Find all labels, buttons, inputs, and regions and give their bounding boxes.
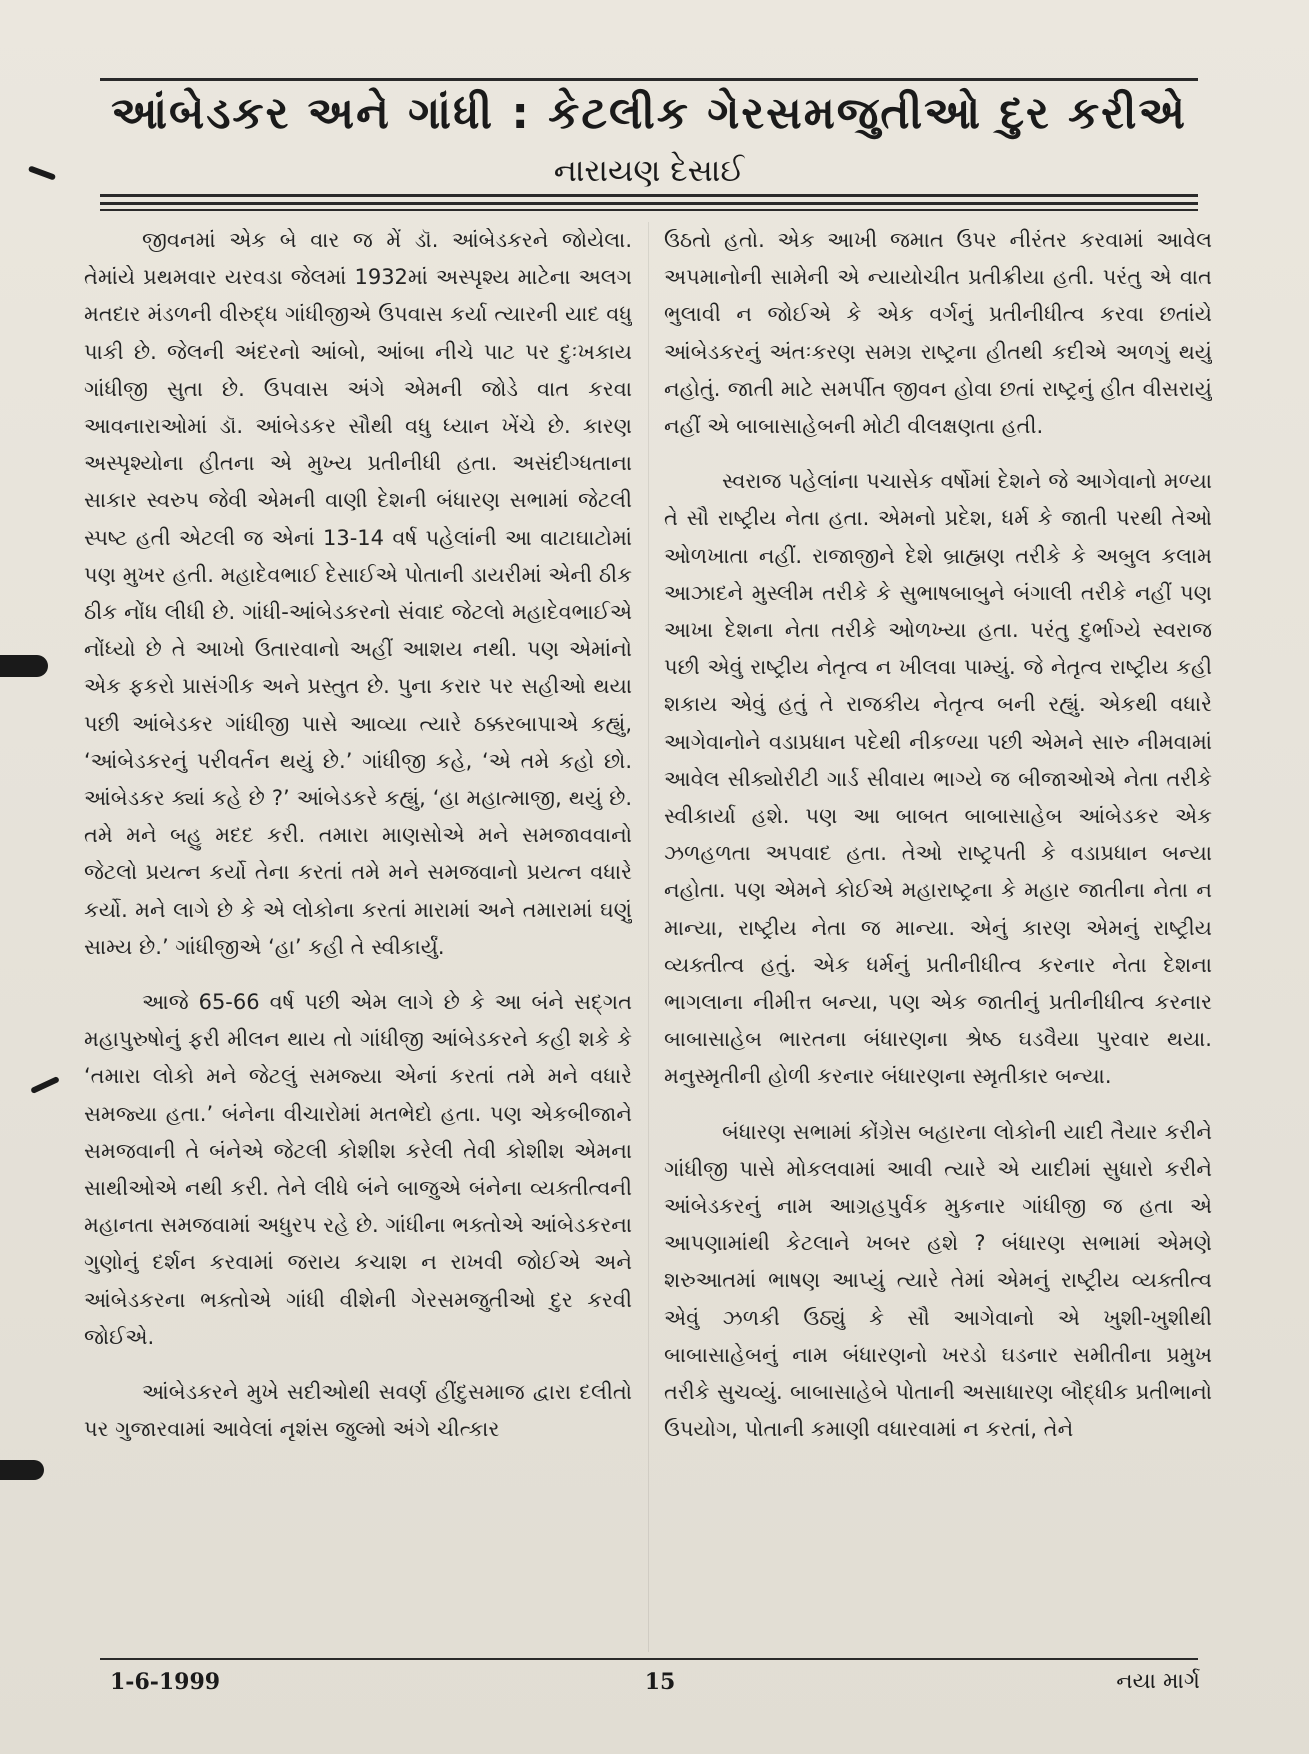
article-author: નારાયણ દેસાઈ bbox=[553, 153, 745, 189]
magazine-name: નયા માર્ગ bbox=[1116, 1669, 1200, 1694]
punch-mark bbox=[0, 655, 48, 677]
left-column bbox=[84, 222, 632, 1652]
paragraph: ઉઠતો હતો. એક આખી જમાત ઉપર નીરંતર કરવામાં આવેલ અપમાનોની સામેની એ ન્યાયોચીત પ્રતીક્રીયા હતી. પરંતુ એ વાત ભુલાવી ન જોઈએ કે એક વર્ગનું પ્રતીનીધીત્વ કરવા છતાંયે આંબેડકરનું અંતઃકરણ સમગ્ર રાષ્ટ્રના હીતથી કદીએ અળગું થયું નહોતું. જાતી માટે સમર્પીત જીવન હોવા છતાં રાષ્ટ્રનું હીત વીસરાયું નહીં એ બાબાસાહેબની મોટી વીલક્ષણતા હતી. bbox=[664, 228, 1212, 439]
paragraph: જીવનમાં એક બે વાર જ મેં ડૉ. આંબેડકરને જોયેલા. તેમાંયે પ્રથમવાર યરવડા જેલમાં 1932માં અસ્પૃશ્ય માટેના અલગ મતદાર મંડળની વીરુદ્ધ ગાંધીજીએ ઉપવાસ કર્યા ત્યારની યાદ વધુ પાકી છે. જેલની અંદરનો આંબો, આંબા નીચે પાટ પર દુઃખકાય ગાંધીજી સુતા છે. ઉપવાસ અંગે એમની જોડે વાત કરવા આવનારાઓમાં ડૉ. આંબેડકર સૌથી વધુ ધ્યાન ખેંચે છે. કારણ અસ્પૃશ્યોના હીતના એ મુખ્ય પ્રતીનીધી હતા. અસંદીગ્ધતાના સાકાર સ્વરુપ જેવી એમની વાણી દેશની બંધારણ સભામાં જેટલી સ્પષ્ટ હતી એટલી જ એનાં 13-14 વર્ષ પહેલાંની આ વાટાઘાટોમાં પણ મુખર હતી. મહાદેવભાઈ દેસાઈએ પોતાની ડાયરીમાં એની ઠીક ઠીક નોંધ લીધી છે. ગાંધી-આંબેડકરનો સંવાદ જેટલો મહાદેવભાઈએ નોંધ્યો છે તે આખો ઉતારવાનો અહીં આશય નથી. પણ એમાંનો એક ફકરો પ્રાસંગીક અને પ્રસ્તુત છે. પુના કરાર પર સહીઓ થયા પછી આંબેડકર ગાંધીજી પાસે આવ્યા ત્યારે ઠક્કરબાપાએ કહ્યું, ‘આંબેડકરનું પરીવર્તન થયું છે.’ ગાંધીજી કહે, ‘એ તમે કહો છો. આંબેડકર ક્યાં કહે છે ?’ આંબેડકરે કહ્યું, ‘હા મહાત્માજી, થયું છે. તમે મને બહુ મદદ કરી. તમારા માણસોએ મને સમજાવવાનો જેટલો પ્રયત્ન કર્યો તેના કરતાં તમે મને સમજવાનો પ્રયત્ન વધારે કર્યો. મને લાગે છે કે એ લોકોના કરતાં મારામાં અને તમારામાં ઘણું સામ્ય છે.’ ગાંધીજીએ ‘હા’ કહી તે સ્વીકાર્યું. bbox=[84, 228, 632, 959]
header-rule-3 bbox=[100, 209, 1198, 211]
column-divider bbox=[648, 222, 649, 1652]
article-title: આંબેડકર અને ગાંધી : કેટલીક ગેરસમજુતીઓ દુર કરીએ bbox=[111, 88, 1187, 139]
punch-mark bbox=[30, 1076, 60, 1094]
punch-mark bbox=[28, 165, 56, 180]
header-rule-1 bbox=[100, 194, 1198, 197]
page-number: 15 bbox=[644, 1669, 676, 1695]
paragraph: આજે 65-66 વર્ષ પછી એમ લાગે છે કે આ બંને સદ્ગત મહાપુરુષોનું ફરી મીલન થાય તો ગાંધીજી આંબેડકરને કહી શકે કે ‘તમારા લોકો મને જેટલું સમજ્યા એનાં કરતાં તમે મને વધારે સમજ્યા હતા.’ બંનેના વીચારોમાં મતભેદો હતા. પણ એકબીજાને સમજવાની તે બંનેએ જેટલી કોશીશ કરેલી તેવી કોશીશ એમના સાથીઓએ નથી કરી. તેને લીધે બંને બાજુએ બંનેના વ્યક્તીત્વની મહાનતા સમજવામાં અધુરપ રહે છે. ગાંધીના ભક્તોએ આંબેડકરના ગુણોનું દર્શન કરવામાં જરાય કચાશ ન રાખવી જોઈએ અને આંબેડકરના ભક્તોએ ગાંધી વીશેની ગેરસમજુતીઓ દુર કરવી જોઈએ. bbox=[84, 990, 632, 1349]
paragraph: સ્વરાજ પહેલાંના પચાસેક વર્ષોમાં દેશને જે આગેવાનો મળ્યા તે સૌ રાષ્ટ્રીય નેતા હતા. એમનો પ્રદેશ, ધર્મ કે જાતી પરથી તેઓ ઓળખાતા નહીં. રાજાજીને દેશે બ્રાહ્મણ તરીકે કે અબુલ કલામ આઝાદને મુસ્લીમ તરીકે કે સુભાષબાબુને બંગાલી તરીકે નહીં પણ આખા દેશના નેતા તરીકે ઓળખ્યા હતા. પરંતુ દુર્ભાગ્યે સ્વરાજ પછી એવું રાષ્ટ્રીય નેતૃત્વ ન ખીલવા પામ્યું. જે નેતૃત્વ રાષ્ટ્રીય કહી શકાય એવું હતું તે રાજકીય નેતૃત્વ બની રહ્યું. એકથી વધારે આગેવાનોને વડાપ્રધાન પદેથી નીકળ્યા પછી એમને સારુ નીમવામાં આવેલ સીક્યોરીટી ગાર્ડ સીવાય ભાગ્યે જ બીજાઓએ નેતા તરીકે સ્વીકાર્યા હશે. પણ આ બાબત બાબાસાહેબ આંબેડકર એક ઝળહળતા અપવાદ હતા. તેઓ રાષ્ટ્રપતી કે વડાપ્રધાન બન્યા નહોતા. પણ એમને કોઈએ મહારાષ્ટ્રના કે મહાર જાતીના નેતા ન માન્યા, રાષ્ટ્રીય નેતા જ માન્યા. એનું કારણ એમનું રાષ્ટ્રીય વ્યક્તીત્વ હતું. એક ધર્મનું પ્રતીનીધીત્વ કરનાર નેતા દેશના ભાગલાના નીમીત્ત બન્યા, પણ એક જાતીનું પ્રતીનીધીત્વ કરનાર બાબાસાહેબ ભારતના બંધારણના શ્રેષ્ઠ ઘડવૈયા પુરવાર થયા. મનુસ્મૃતીની હોળી કરનાર બંધારણના સ્મૃતીકાર બન્યા. bbox=[664, 469, 1212, 1089]
paragraph: આંબેડકરને મુખે સદીઓથી સવર્ણ હીંદુસમાજ દ્વારા દલીતો પર ગુજારવામાં આવેલાં નૃશંસ જુલ્મો અંગે ચીત્કાર bbox=[84, 1380, 632, 1442]
footer-rule bbox=[100, 1658, 1198, 1660]
header-rule-2 bbox=[100, 202, 1198, 205]
issue-date: 1-6-1999 bbox=[110, 1669, 221, 1695]
paragraph: બંધારણ સભામાં કોંગ્રેસ બહારના લોકોની યાદી તૈયાર કરીને ગાંધીજી પાસે મોકલવામાં આવી ત્યારે એ યાદીમાં સુધારો કરીને આંબેડકરનું નામ આગ્રહપુર્વક મુકનાર ગાંધીજી જ હતા એ આપણામાંથી કેટલાને ખબર હશે ? બંધારણ સભામાં એમણે શરુઆતમાં ભાષણ આપ્યું ત્યારે તેમાં એમનું રાષ્ટ્રીય વ્યક્તીત્વ એવું ઝળકી ઉઠ્યું કે સૌ આગેવાનો એ ખુશી-ખુશીથી બાબાસાહેબનું નામ બંધારણનો ખરડો ઘડનાર સમીતીના પ્રમુખ તરીકે સુચવ્યું. બાબાસાહેબે પોતાની અસાધારણ બૌદ્ધીક પ્રતીભાનો ઉપયોગ, પોતાની કમાણી વધારવામાં ન કરતાં, તેને bbox=[664, 1119, 1212, 1442]
right-column bbox=[664, 222, 1212, 1652]
title-top-rule bbox=[100, 78, 1198, 81]
punch-mark bbox=[0, 1460, 44, 1480]
